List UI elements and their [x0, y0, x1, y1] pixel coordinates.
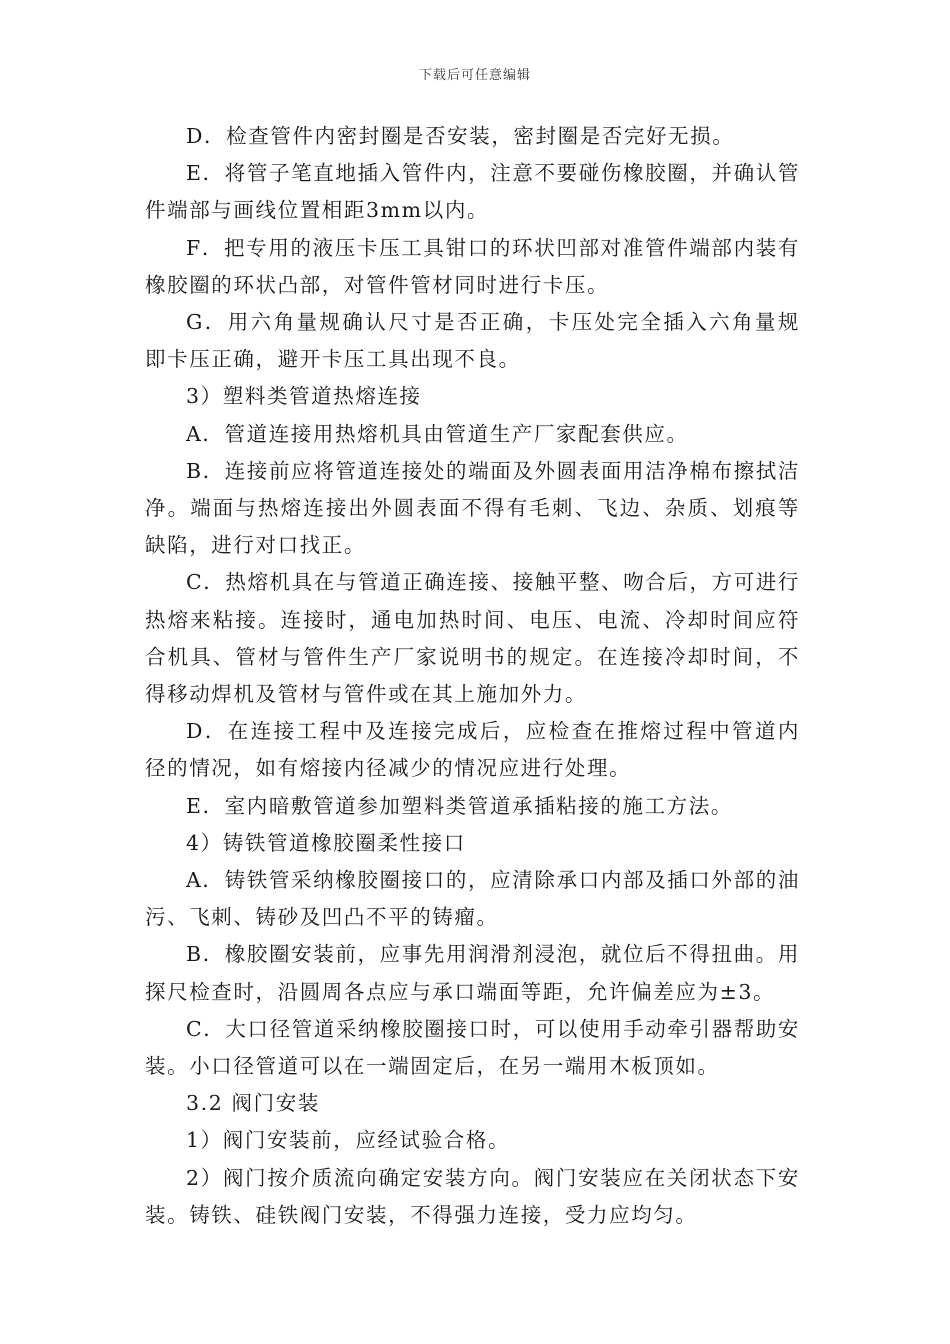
paragraph: E．将管子笔直地插入管件内，注意不要碰伤橡胶圈，并确认管件端部与画线位置相距3mm以内。: [145, 161, 800, 223]
page-header: 下载后可任意编辑: [418, 68, 531, 83]
paragraph: G．用六角量规确认尺寸是否正确，卡压处完全插入六角量规即卡压正确，避开卡压工具出现不良。: [145, 310, 800, 372]
paragraph: 2）阀门按介质流向确定安装方向。阀门安装应在关闭状态下安装。铸铁、硅铁阀门安装，不得强力连接，受力应均匀。: [145, 1165, 800, 1227]
paragraph: A．管道连接用热熔机具由管道生产厂家配套供应。: [186, 421, 689, 446]
paragraph: D．在连接工程中及连接完成后，应检查在推熔过程中管道内径的情况，如有熔接内径减少的情况应进行处理。: [145, 719, 800, 781]
paragraph: F．把专用的液压卡压工具钳口的环状凹部对准管件端部内装有橡胶圈的环状凸部，对管件管材同时进行卡压。: [145, 235, 800, 297]
paragraph: A．铸铁管采纳橡胶圈接口的，应清除承口内部及插口外部的油污、飞刺、铸砂及凹凸不平的铸瘤。: [145, 868, 800, 930]
paragraph: C．热熔机具在与管道正确连接、接触平整、吻合后，方可进行热熔来粘接。连接时，通电加热时间、电压、电流、冷却时间应符合机具、管材与管件生产厂家说明书的规定。在连接冷却时间，不得移动焊机及管材与管件或在其上施加外力。: [145, 570, 800, 707]
paragraph: D．检查管件内密封圈是否安装，密封圈是否完好无损。: [186, 124, 735, 148]
section-heading: 4）铸铁管道橡胶圈柔性接口: [186, 830, 466, 855]
paragraph: E．室内暗敷管道参加塑料类管道承插粘接的施工方法。: [186, 793, 733, 818]
paragraph: B．连接前应将管道连接处的端面及外圆表面用洁净棉布擦拭洁净。端面与热熔连接出外圆表面不得有毛刺、飞边、杂质、划痕等缺陷，进行对口找正。: [145, 458, 800, 558]
section-heading: 3）塑料类管道热熔连接: [186, 384, 422, 409]
paragraph: 1）阀门安装前，应经试验合格。: [186, 1128, 511, 1153]
section-heading: 3.2 阀门安装: [186, 1091, 320, 1116]
document-body: [145, 118, 800, 1234]
paragraph: B．橡胶圈安装前，应事先用润滑剂浸泡，就位后不得扭曲。用探尺检查时，沿圆周各点应与承口端面等距，允许偏差应为±3。: [145, 942, 800, 1004]
paragraph: C．大口径管道采纳橡胶圈接口时，可以使用手动牵引器帮助安装。小口径管道可以在一端固定后，在另一端用木板顶如。: [145, 1016, 800, 1079]
